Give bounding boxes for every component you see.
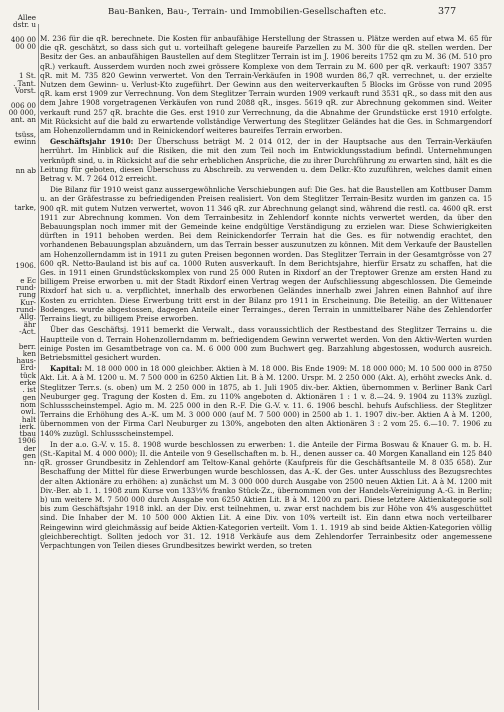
margin-fragment: e Ec <box>20 276 36 285</box>
margin-fragment: der <box>23 444 36 453</box>
left-margin-fragments <box>0 14 36 710</box>
margin-fragment: 1906. <box>15 262 36 271</box>
margin-fragment: rund- <box>16 306 36 314</box>
margin-fragment: Erd- <box>20 364 36 373</box>
margin-fragment: nn ab <box>15 167 36 176</box>
margin-fragment: . ist <box>22 386 36 395</box>
main-text <box>40 34 492 710</box>
paragraph-heading: Geschäftsjahr 1910: <box>50 137 134 147</box>
margin-fragment: rund- <box>16 284 36 293</box>
paragraph-heading: Kapital: <box>50 364 83 374</box>
margin-fragment: . Tant. <box>13 79 36 88</box>
paragraph <box>40 364 492 438</box>
margin-fragment: nom <box>20 400 36 409</box>
margin-fragment: Allee <box>17 14 36 22</box>
paragraph <box>40 325 492 362</box>
paragraph-text: Die Bilanz für 1910 weist ganz aussergewöhnliche Verschiebungen auf: Die Ges. hat die Baustellen am Kottbuser Damm u. an der Gräfestrasse zu befriedigenden Preisen realisiert. Von dem Steglitzer Terrain-Besitz wurden im ganzen ca. 15 900 qR. mit gutem Nutzen verwertet, wovon 11 346 qR. zur Abrechnung gelangt sind, während die restl. ca. 4600 qR. erst 1911 zur Abrechnung kommen. Von dem Terrainbesitz in Zehlendorf konnte nichts verwertet werden, da über den Bebauungsplan noch immer mit der Gemeinde keine endgültige Verständigung zu erzielen war. Diese Schwierigkeiten dürften in 1911 behoben werden. Bei dem Reinickendorfer Terrain hat die Ges. es für notwendig erachtet, den vorhandenen Bebauungsplan abzuändern, um das Terrain besser auszunutzen zu können. Mit dem Verkaufe der Baustellen am Hohenzollerndamm ist in 1911 zu guten Preisen begonnen worden. Das Steglitzer Terrain in der Gesamtgrösse von 27 600 qR. Netto-Bauland ist bis auf ca. 1000 Ruten ausverkauft. In dem Berichtsjahre, hierfür Ersatz zu schaffen, hat die Ges. in 1911 einen Grundstückskomplex von rund 25 000 Ruten in Rixdorf an der Treptower Grenze am ersten Hand zu billigem Preise erworben u. mit der Stadt Rixdorf einen Vertrag wegen der Aufschliessung abgeschlossen. Die Gemeinde Rixdorf hat sich u. a. verpflichtet, innerhalb des erworbenen Geländes innerhalb zwei Jahren einen Bahnhof auf ihre Kosten zu errichten. Diese Erwerbung tritt erst in der Bilanz pro 1911 in Erscheinung. Die Beteilig. an der Wittenauer Bodenges. wurde abgestossen, dagegen Anteile einer Terrainges., deren Terrain in unmittelbarer Nähe des Zehlendorfer Terrains liegt, zu billigem Preise erworben. <box>40 185 492 324</box>
paragraph <box>40 440 492 550</box>
margin-fragment: tsüss, <box>15 130 36 139</box>
margin-fragment: 006 00 <box>10 101 36 110</box>
margin-fragment: dstr. u <box>12 21 36 30</box>
margin-fragment: haus- <box>16 357 36 366</box>
margin-fragment: tück <box>20 371 36 380</box>
paragraph <box>40 137 492 183</box>
paragraph-text: M. 236 für die qR. berechnete. Die Kosten für anbaufähige Herstellung der Strassen u. Plätze werden auf etwa M. 65 für die qR. geschätzt, so dass sich gut u. vorteilhaft gelegene baureife Parzellen zu M. 300 für die qR. stellen werden. Der Besitz der Ges. an anbaufähigen Baustellen auf dem Steglitzer Terrain ist im J. 1906 bereits 1752 qm zu M. 36 (M. 510 pro qR.) verkauft. Ausserdem wurden noch zwei grössere Komplexe von dem Terrain zu M. 600 per qR. verkauft: 1907 3357 qR. mit M. 735 820 Gewinn verwertet. Von den Terrain-Verkäufen in 1908 wurden 86,7 qR. verrechnet, u. der erzielte Nutzen dem Gewinn- u. Verlust-Kto zugeführt. Der Gewinn aus den weiterverkauften 5 Blocks im Grösse von rund 2095 qR. kam erst 1909 zur Verrechnung. Von dem Steglitzer Terrain wurden 1909 verkauft rund 3531 qR., so dass mit den aus dem Jahre 1908 vorgetragenen Verkäufen von rund 2088 qR., insges. 5619 qR. zur Abrechnung gekommen sind. Weiter verkauft rund 257 qR. brachte die Ges. erst 1910 zur Verrechnung, da die Abnahme der Grundstücke erst 1910 erfolgte. Mit Rücksicht auf die bald zu erwartende vollständige Verwertung des Steglitzer Geländes hat die Ges. in Schmargendorf am Hohenzollerndamm und in Reinickendorf weiteres baureifes Terrain erworben. <box>40 34 492 136</box>
margin-fragment: Kur- <box>20 298 36 307</box>
margin-fragment: Vorst. <box>14 87 36 95</box>
margin-fragment: owl. <box>20 408 36 417</box>
margin-fragment: berr. <box>18 342 36 351</box>
margin-fragment: 00 00 <box>15 43 36 52</box>
margin-fragment: halt <box>21 415 36 424</box>
paragraph-text: In der a.o. G.-V. v. 15. 8. 1908 wurde beschlossen zu erwerben: 1. die Anteile der Firma Boswau & Knauer G. m. b. H. (St.-Kapital M. 4 000 000); II. die Anteile von 9 Gesellschaften m. b. H., denen ausser ca. 40 Morgen Kanalland ein 125 840 qR. grosser Grundbesitz in Zehlendorf am Teltow-Kanal gehörte (Kaufpreis für die Geschäftsanteile M. 8 035 658). Zur Beschaffung der Mittel für diese Erwerbungen wurde beschlossen, das A.-K. der Ges. unter Ausschluss des Bezugsrechtes der alten Aktionäre zu erhöhen: a) zunächst um M. 3 000 000 durch Ausgabe von 2500 neuen Aktien Lit. A à M. 1200 mit Div.-Ber. ab 1. 1. 1908 zum Kurse von 133⅓% franko Stück-Zz., übernommen von der Handels-Vereinigung A.-G. in Berlin; b) um weitere M. 7 500 000 durch Ausgabe von 6250 Aktien Lit. B à M. 1200 zu pari. Diese letztere Aktienkategorie soll bis zum Geschäftsjahr 1918 inkl. an der Div. erst teilnehmen, u. zwar erst nachdem bis zur Höhe von 4% ausgeschüttet sind. Die Inhaber der M. 10 500 000 Aktien Lit. A eine Div. von 10% verteilt ist. Ein dann etwa noch verteilbarer Reingewinn wird gleichmässig auf beide Aktien-Kategorien verteilt. Vom 1. 1. 1919 ab sind beide Aktien-Kategorien völlig gleichberechtigt. Sollten jedoch vor 31. 12. 1918 Verkäufe aus dem Zehlendorfer Terrainbesitz oder angemessene Verpachtungen von Teilen dieses Grundbesitzes bewirkt werden, so treten <box>40 439 492 550</box>
margin-fragment: ähr <box>23 320 36 329</box>
page-number: 377 <box>438 6 457 17</box>
margin-fragment: ewinn <box>14 138 36 147</box>
margin-fragment: 1906 <box>17 437 36 446</box>
margin-fragment: erke <box>19 379 36 387</box>
margin-fragment: ierk. <box>19 422 36 431</box>
margin-fragment: gen <box>22 393 36 402</box>
column-rule <box>38 24 39 710</box>
margin-fragment: 1 St. <box>19 72 36 81</box>
paragraph <box>40 34 492 135</box>
margin-fragment: tbau <box>19 430 36 439</box>
margin-fragment: tarke, <box>14 203 36 212</box>
margin-fragment: gen <box>22 452 36 460</box>
paragraph-text: Über das Geschäftsj. 1911 bemerkt die Verwalt., dass voraussichtlich der Restbestand des Steglitzer Terrains u. die Hauptteile von d. Terrain Hohenzollerndamm m. befriedigendem Gewinn verwertet werden. Von den Aktiv-Werten wurden einige Posten im Gesamtbetrage von ca. M. 6 000 000 zum Buchwert geg. Barzahlung abgestossen, wodurch ausreich. Betriebsmittel gesichert wurden. <box>40 325 492 362</box>
paragraph-text: M. 18 000 000 in 18 000 gleichber. Aktien à M. 18 000. Bis Ende 1909: M. 18 000 000; M. 10 500 000 in 8750 Akt. Lit. A à M. 1200 u. M. 7 500 000 in 6250 Aktien Lit. B à M. 1200. Urspr. M. 2 250 000 (Akt. A), erhöht zwecks Ank. d. Steglitzer Terr.s. (s. oben) um M. 2 250 000 in 1875, ab 1. Juli 1905 div.-ber. Aktien, übernommen v. Berliner Bank Carl Neuburger geg. Tragung der Kosten d. Em. zu 110% angeboten d. Aktionären 1 : 1 v. 8.—24. 9. 1904 zu 113% zuzügl. Schlussscheinstempel. Agio m. M. 225 000 in den R.-F. Die G.-V. v. 11. 6. 1906 beschl. behufs Aufschliess. der Steglitzer Terrains die Erhöhung des A.-K. um M. 3 000 000 (auf M. 7 500 000) in 2500 ab 1. 1. 1907 div.-ber. Aktien A à M. 1200, übernommen von der Firma Carl Neuburger zu 130%, angeboten den alten Aktionären 3 : 2 vom 25. 6.—10. 7. 1906 zu 140% zuzügl. Schlussscheinstempel. <box>40 364 492 438</box>
paragraph-text: Der Überschuss beträgt M. 2 014 012, der in der Hauptsache aus den Terrain-Verkäufen herrührt. Im Hinblick auf die Risiken, die mit den zum Teil noch im Entwicklungsstadium befindl. Unternehmungen verknüpft sind, u. in Rücksicht auf die sehr erheblichen Ansprüche, die zu ihrer Durchführung zu erwarten sind, hält es die Leitung für geboten, diesen Überschuss zu Abschreib. zu verwenden u. dem Delkr.-Kto zuzuführen, welches damit einen Betrag v. M. 7 264 012 erreicht. <box>40 137 492 184</box>
paragraph <box>40 185 492 323</box>
margin-fragment: Allg. <box>19 313 36 322</box>
margin-fragment: -Act. <box>19 327 36 336</box>
margin-fragment: 00 000, <box>8 108 36 117</box>
margin-fragment: ant. an <box>10 116 36 125</box>
margin-fragment: nn- <box>24 459 36 468</box>
margin-fragment: ken <box>22 349 36 358</box>
running-header <box>0 4 504 20</box>
header-title: Bau-Banken, Bau-, Terrain- und Immobilien-Gesellschaften etc. <box>108 7 387 17</box>
margin-fragment: 400 00 <box>10 35 36 44</box>
margin-fragment: rung <box>18 291 36 300</box>
